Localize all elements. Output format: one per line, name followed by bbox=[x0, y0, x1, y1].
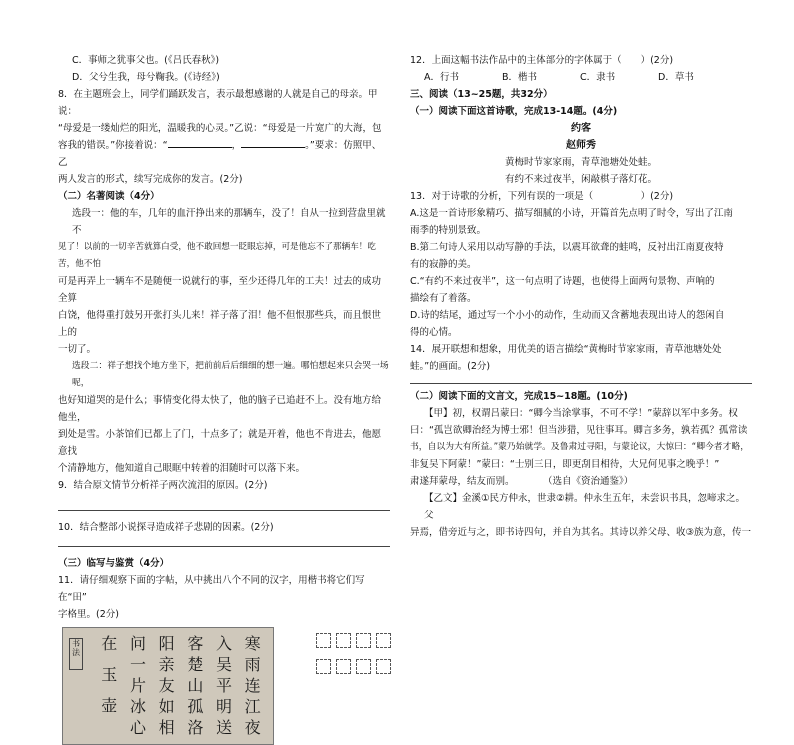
q12-option-b: B．楷书 bbox=[502, 72, 538, 83]
tianzige-row-2 bbox=[316, 659, 391, 674]
calligraphy-char: 山 bbox=[187, 676, 204, 695]
calligraphy-char: 友 bbox=[158, 676, 175, 695]
calligraphy-char: 如 bbox=[158, 697, 175, 716]
q12-option-c: C．隶书 bbox=[580, 72, 616, 83]
passage2-line4: 个清静地方，他知道自己眼眶中转着的泪随时可以落下来。 bbox=[58, 463, 306, 474]
calligraphy-char: 夜 bbox=[244, 718, 261, 737]
answer-line[interactable] bbox=[58, 546, 390, 547]
seal-stamp: 书法 bbox=[69, 638, 83, 670]
calligraphy-char: 洛 bbox=[187, 718, 204, 737]
tianzige-cell[interactable] bbox=[336, 633, 351, 648]
subsection-poem-heading: （一）阅读下面这首诗歌，完成13-14题。(4分) bbox=[410, 106, 618, 117]
calligraphy-char: 阳 bbox=[158, 634, 175, 653]
q13-option-d-line2: 得的心情。 bbox=[410, 327, 458, 338]
poem-line-2: 有约不来过夜半，闲敲棋子落灯花。 bbox=[504, 174, 657, 185]
calligraphy-column bbox=[183, 634, 208, 738]
tianzige-cell[interactable] bbox=[316, 633, 331, 648]
calligraphy-char: 寒 bbox=[244, 634, 261, 653]
calligraphy-column bbox=[154, 634, 179, 738]
passage1-line5: 一切了。 bbox=[58, 344, 97, 355]
answer-blank-1[interactable] bbox=[168, 137, 232, 148]
option-d: D．父兮生我，母兮鞠我。(《诗经》) bbox=[72, 72, 220, 83]
calligraphy-char: 孤 bbox=[187, 697, 204, 716]
section-classics-heading: （二）名著阅读（4分） bbox=[58, 191, 160, 202]
yi-line2: 异焉，借旁近与之，即书诗四句，并自为其名。其诗以养父母、收③族为意，传一 bbox=[410, 527, 752, 538]
calligraphy-char: 入 bbox=[215, 634, 232, 653]
q8-line3 bbox=[58, 137, 390, 171]
calligraphy-char: 相 bbox=[158, 718, 175, 737]
q13-option-a-line1: A.这是一首诗形象精巧、描写细腻的小诗，开篇首先点明了时令，写出了江南 bbox=[410, 208, 733, 219]
q12-options bbox=[410, 69, 752, 86]
jia-line3: 书，自以为大有所益。”蒙乃始就学。及鲁肃过寻阳，与蒙论议，大惊曰：“卿今者才略， bbox=[410, 442, 749, 452]
tianzige-cell[interactable] bbox=[316, 659, 331, 674]
calligraphy-column bbox=[97, 634, 122, 738]
q12-option-d: D．草书 bbox=[658, 72, 694, 83]
calligraphy-char: 玉 bbox=[101, 665, 118, 684]
calligraphy-char: 送 bbox=[215, 718, 232, 737]
poem-author: 赵师秀 bbox=[566, 140, 596, 151]
question-10: 10．结合整部小说探寻造成祥子悲剧的因素。(2分) bbox=[58, 522, 274, 533]
answer-line[interactable] bbox=[58, 510, 390, 511]
q13-option-c-line2: 描绘有了着落。 bbox=[410, 293, 477, 304]
calligraphy-char: 吴 bbox=[215, 655, 232, 674]
calligraphy-char: 连 bbox=[244, 676, 261, 695]
calligraphy-column bbox=[240, 634, 265, 738]
q11-line2: 字格里。(2分) bbox=[58, 609, 119, 620]
subsection-classical-heading: （二）阅读下面的文言文，完成15~18题。(10分) bbox=[410, 391, 628, 402]
tianzige-cell[interactable] bbox=[376, 633, 391, 648]
poem-line-1: 黄梅时节家家雨，青草池塘处处蛙。 bbox=[504, 157, 657, 168]
yi-line1: 【乙文】金溪①民方仲永，世隶②耕。仲永生五年，未尝识书具，忽啼求之。父 bbox=[424, 493, 746, 521]
calligraphy-char: 壶 bbox=[101, 696, 118, 715]
calligraphy-char: 心 bbox=[129, 718, 146, 737]
q13-option-d-line1: D.诗的结尾，通过写一个小小的动作，生动而又含蓄地表现出诗人的怨闲自 bbox=[410, 310, 725, 321]
section-reading-heading: 三、阅读（13~25题，共32分） bbox=[410, 89, 553, 100]
question-14-line1: 14．展开联想和想象，用优美的语言描绘“黄梅时节家家雨，青草池塘处处 bbox=[410, 344, 722, 355]
passage2-line3: 到处是雪。小茶馆们已都上了门，十点多了；就是开着，他也不肯进去，他愿意找 bbox=[58, 429, 382, 457]
right-column bbox=[410, 52, 752, 541]
q8-line4: 两人发言的形式，续写完成你的发言。(2分) bbox=[58, 174, 243, 185]
tianzige-cell[interactable] bbox=[356, 633, 371, 648]
tianzige-cell[interactable] bbox=[376, 659, 391, 674]
calligraphy-char: 雨 bbox=[244, 655, 261, 674]
calligraphy-char: 一 bbox=[129, 655, 146, 674]
q8-line3-comma: ， bbox=[231, 140, 242, 151]
calligraphy-char: 问 bbox=[129, 634, 146, 653]
passage2-line2: 也好知道哭的是什么；事情变化得太快了，他的脑子已追赶不上。没有地方给他坐， bbox=[58, 395, 382, 423]
calligraphy-char: 明 bbox=[215, 697, 232, 716]
passage1-line1: 选段一：他的车，几年的血汗挣出来的那辆车，没了！自从一拉到营盘里就不 bbox=[72, 208, 386, 236]
calligraphy-char: 楚 bbox=[187, 655, 204, 674]
calligraphy-char: 江 bbox=[244, 697, 261, 716]
tianzige-cell[interactable] bbox=[336, 659, 351, 674]
calligraphy-area bbox=[58, 627, 390, 745]
q12-option-a: A．行书 bbox=[424, 72, 459, 83]
question-12: 12．上面这幅书法作品中的主体部分的字体属于（ ）(2分) bbox=[410, 55, 674, 66]
calligraphy-char: 在 bbox=[101, 634, 118, 653]
calligraphy-column bbox=[212, 634, 237, 738]
passage1-line2: 见了！以前的一切辛苦就算白受，他不敢回想一眨眼忘掉，可是他忘不了那辆车！吃苦，他不怕 bbox=[58, 242, 376, 269]
calligraphy-column bbox=[126, 634, 151, 738]
jia-line2: 曰：“孤岂欲卿治经为博士邪！但当涉猎，见往事耳。卿言多务，孰若孤？孤常读 bbox=[410, 425, 748, 436]
option-c: C．事师之犹事父也。(《吕氏春秋》) bbox=[72, 55, 220, 66]
passage1-line3: 可是再弄上一辆车不是随便一说就行的事，至少还得几年的工夫！过去的成功全算 bbox=[58, 276, 382, 304]
calligraphy-char: 冰 bbox=[129, 697, 146, 716]
passage1-line4: 白饶，他得重打鼓另开张打头儿来！祥子落了泪！他不但恨那些兵，而且恨世上的 bbox=[58, 310, 382, 338]
question-14-line2: 蛙。”的画面。(2分) bbox=[410, 361, 491, 372]
tianzige-cell[interactable] bbox=[356, 659, 371, 674]
calligraphy-char: 客 bbox=[187, 634, 204, 653]
jia-line4: 非复吴下阿蒙！”蒙曰：“士别三日，即更刮目相待，大兄何见事之晚乎！” bbox=[410, 459, 720, 470]
answer-blank-2[interactable] bbox=[241, 137, 305, 148]
q11-line1: 11．请仔细观察下面的字帖，从中挑出八个不同的汉字，用楷书将它们写在“田” bbox=[58, 575, 365, 603]
q13-option-a-line2: 雨季的特别景致。 bbox=[410, 225, 487, 236]
calligraphy-char: 亲 bbox=[158, 655, 175, 674]
q8-line2: “母爱是一缕灿烂的阳光，温暖我的心灵。”乙说：“母爱是一片宽广的大海，包 bbox=[58, 123, 382, 134]
q8-line3-end: 。”要求：仿照甲、乙 bbox=[58, 140, 382, 168]
tianzige-row-1 bbox=[316, 633, 391, 648]
calligraphy-image bbox=[62, 627, 274, 745]
passage2-line1: 选段二：祥子想找个地方坐下，把前前后后细细的想一遍。哪怕想起来只会哭一场呢， bbox=[72, 361, 389, 388]
poem-title: 约客 bbox=[571, 123, 591, 134]
answer-line[interactable] bbox=[410, 383, 752, 384]
calligraphy-columns bbox=[97, 634, 265, 738]
left-column bbox=[58, 52, 390, 745]
calligraphy-char: 平 bbox=[215, 676, 232, 695]
question-13: 13．对于诗歌的分析，下列有误的一项是（ ）(2分) bbox=[410, 191, 674, 202]
question-9: 9．结合原文情节分析祥子两次流泪的原因。(2分) bbox=[58, 480, 268, 491]
jia-line5: 肃遂拜蒙母，结友而别。 （选自《资治通鉴》） bbox=[410, 476, 634, 487]
q13-option-b-line1: B.第二句诗人采用以动写静的手法，以震耳欲聋的蛙鸣，反衬出江南夏夜特 bbox=[410, 242, 724, 253]
q8-line3-start: 容我的错误。”你接着说：“ bbox=[58, 140, 168, 151]
calligraphy-char: 片 bbox=[129, 676, 146, 695]
jia-line1: 【甲】初，权谓吕蒙曰：“卿今当涂掌事，不可不学！”蒙辞以军中多务。权 bbox=[424, 408, 738, 419]
q8-line1: 8．在主题班会上，同学们踊跃发言，表示最想感谢的人就是自己的母亲。甲说： bbox=[58, 89, 378, 117]
q13-option-c-line1: C.“有约不来过夜半”，这一句点明了诗题，也使得上面两句景物、声响的 bbox=[410, 276, 715, 287]
section-calligraphy-heading: （三）临写与鉴赏（4分） bbox=[58, 558, 170, 569]
q13-option-b-line2: 有的寂静的美。 bbox=[410, 259, 477, 270]
